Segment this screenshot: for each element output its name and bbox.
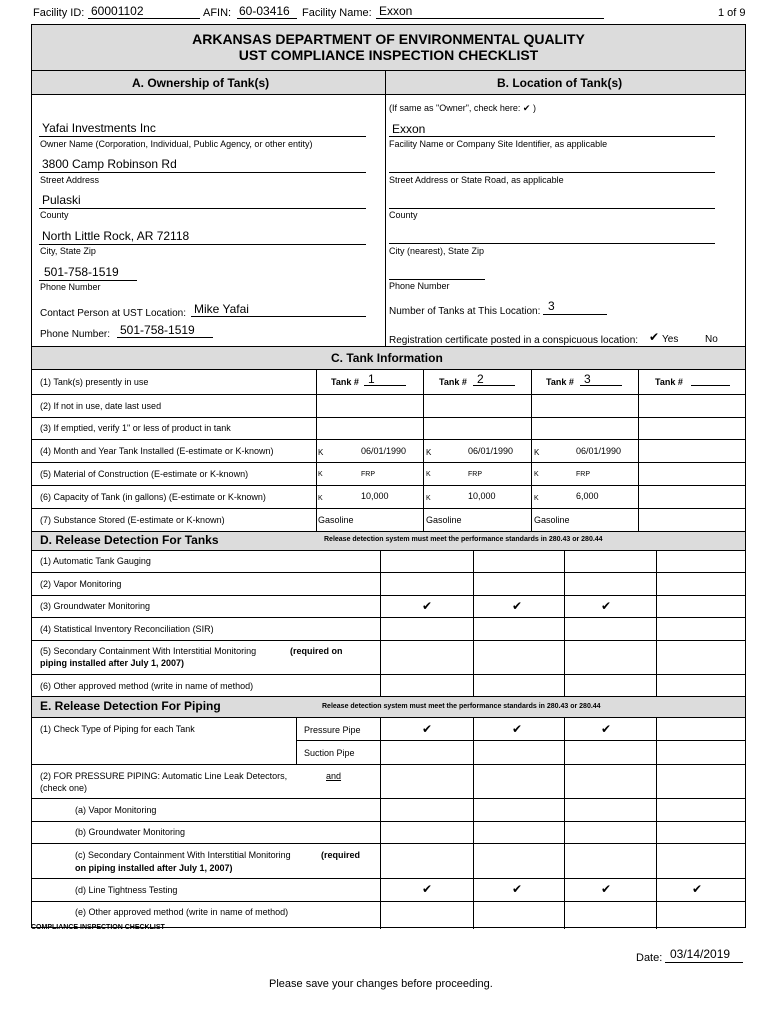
- suction-pipe-label: Suction Pipe: [304, 748, 355, 758]
- save-message: Please save your changes before proceeding.: [269, 978, 493, 990]
- owner-name-field[interactable]: Yafai Investments Inc: [42, 121, 156, 135]
- registration-yes-check[interactable]: ✔: [649, 330, 660, 344]
- facility-id-underline: [88, 18, 200, 19]
- contact-person-field[interactable]: Mike Yafai: [194, 302, 249, 316]
- location-phone-field[interactable]: [389, 279, 485, 280]
- e-sub-b-label: (b) Groundwater Monitoring: [75, 827, 186, 837]
- e-sub-d-label: (d) Line Tightness Testing: [75, 885, 178, 895]
- tank-1-label: Tank #: [331, 377, 359, 387]
- tank-2-capacity[interactable]: 10,000: [468, 491, 496, 501]
- d-groundwater-tank2-check[interactable]: ✔: [512, 599, 523, 613]
- page-number: 1 of 9: [718, 7, 746, 19]
- title-line-2: UST COMPLIANCE INSPECTION CHECKLIST: [238, 47, 539, 63]
- e-pressure-tank2-check[interactable]: ✔: [512, 722, 523, 736]
- location-street-label: Street Address or State Road, as applicable: [389, 175, 564, 185]
- owner-county-label: County: [40, 210, 69, 220]
- tank-3-installed[interactable]: 06/01/1990: [576, 446, 622, 456]
- location-county-field[interactable]: [389, 208, 715, 209]
- tank-3-capacity[interactable]: 6,000: [576, 491, 599, 501]
- location-facility-name-label: Facility Name or Company Site Identifier, as applicable: [389, 139, 608, 149]
- tank-2-material-ek[interactable]: K: [426, 471, 431, 478]
- tank-2-capacity-ek[interactable]: K: [426, 495, 431, 502]
- d-row-2-label: (2) Vapor Monitoring: [40, 579, 122, 589]
- afin-label: AFIN:: [203, 7, 232, 19]
- d-groundwater-tank1-check[interactable]: ✔: [422, 599, 433, 613]
- section-a-heading: A. Ownership of Tank(s): [132, 76, 270, 90]
- location-city-label: City (nearest), State Zip: [389, 246, 485, 256]
- c-row-3-label: (3) If emptied, verify 1" or less of product in tank: [40, 423, 231, 433]
- tank-2-substance[interactable]: Gasoline: [426, 515, 462, 525]
- date-label: Date:: [636, 952, 663, 964]
- afin-underline: [237, 18, 297, 19]
- e-tightness-tank1-check[interactable]: ✔: [422, 882, 433, 896]
- tank-4-label: Tank #: [655, 377, 683, 387]
- location-phone-label: Phone Number: [389, 281, 450, 291]
- contact-phone-label: Phone Number:: [40, 329, 111, 340]
- section-d-note: Release detection system must meet the performance standards in 280.43 or 280.44: [324, 536, 603, 543]
- tank-1-capacity-ek[interactable]: K: [318, 495, 323, 502]
- d-row-5-label: (5) Secondary Containment With Interstitial Monitoring: [40, 646, 257, 656]
- d-row-5-required-b: piping installed after July 1, 2007): [40, 658, 185, 668]
- tank-1-material[interactable]: FRP: [361, 471, 375, 478]
- tank-1-installed[interactable]: 06/01/1990: [361, 446, 407, 456]
- date-field[interactable]: 03/14/2019: [670, 947, 731, 961]
- tank-3-capacity-ek[interactable]: K: [534, 495, 539, 502]
- section-c-heading: C. Tank Information: [331, 351, 443, 365]
- e-row-2-and: and: [326, 771, 342, 781]
- c-row-4-label: (4) Month and Year Tank Installed (E-estimate or K-known): [40, 446, 274, 456]
- num-tanks-label: Number of Tanks at This Location:: [389, 306, 541, 317]
- facility-id-label: Facility ID:: [33, 7, 85, 19]
- d-row-4-label: (4) Statistical Inventory Reconciliation (SIR): [40, 624, 214, 634]
- tank-3-substance[interactable]: Gasoline: [534, 515, 570, 525]
- owner-street-field[interactable]: 3800 Camp Robinson Rd: [42, 157, 177, 171]
- e-row-2-label: (2) FOR PRESSURE PIPING: Automatic Line Leak Detectors,: [40, 771, 288, 781]
- location-facility-name-field[interactable]: Exxon: [392, 122, 426, 136]
- owner-phone-field[interactable]: 501-758-1519: [44, 265, 119, 279]
- tank-2-material[interactable]: FRP: [468, 471, 482, 478]
- registration-no-label: No: [705, 334, 718, 345]
- d-groundwater-tank3-check[interactable]: ✔: [601, 599, 612, 613]
- tank-2-installed-ek[interactable]: K: [426, 448, 432, 457]
- e-row-1-label: (1) Check Type of Piping for each Tank: [40, 724, 195, 734]
- pressure-pipe-label: Pressure Pipe: [304, 725, 361, 735]
- tank-3-number[interactable]: 3: [584, 372, 591, 386]
- contact-person-label: Contact Person at UST Location:: [40, 308, 187, 319]
- tank-1-capacity[interactable]: 10,000: [361, 491, 389, 501]
- section-b-heading: B. Location of Tank(s): [497, 76, 623, 90]
- same-as-owner-note[interactable]: (If same as "Owner", check here: ✔ ): [389, 103, 536, 113]
- e-pressure-tank3-check[interactable]: ✔: [601, 722, 612, 736]
- afin-field[interactable]: 60-03416: [239, 4, 290, 18]
- tank-3-material[interactable]: FRP: [576, 471, 590, 478]
- tank-2-number[interactable]: 2: [477, 372, 484, 386]
- section-e-note: Release detection system must meet the performance standards in 280.43 or 280.44: [322, 703, 601, 710]
- facility-name-underline: [376, 18, 604, 19]
- registration-label: Registration certificate posted in a conspicuous location:: [389, 335, 639, 346]
- title-line-1: ARKANSAS DEPARTMENT OF ENVIRONMENTAL QUALITY: [192, 31, 585, 47]
- tank-1-material-ek[interactable]: K: [318, 471, 323, 478]
- owner-name-label: Owner Name (Corporation, Individual, Public Agency, or other entity): [40, 139, 313, 149]
- tank-3-material-ek[interactable]: K: [534, 471, 539, 478]
- e-tightness-tank2-check[interactable]: ✔: [512, 882, 523, 896]
- tank-1-substance[interactable]: Gasoline: [318, 515, 354, 525]
- facility-name-field[interactable]: Exxon: [379, 4, 413, 18]
- checklist-form: [31, 24, 746, 928]
- location-county-label: County: [389, 210, 418, 220]
- owner-phone-label: Phone Number: [40, 282, 101, 292]
- d-row-5-required-a: (required on: [290, 646, 343, 656]
- e-tightness-tank3-check[interactable]: ✔: [601, 882, 612, 896]
- e-sub-c-label: (c) Secondary Containment With Interstitial Monitoring: [75, 850, 291, 860]
- e-row-2-check-one: (check one): [40, 783, 88, 793]
- e-sub-c-required-b: on piping installed after July 1, 2007): [75, 863, 233, 873]
- tank-4-number[interactable]: [691, 385, 730, 386]
- owner-city-field[interactable]: North Little Rock, AR 72118: [42, 229, 190, 243]
- section-e-heading: E. Release Detection For Piping: [40, 699, 221, 713]
- footer-doc-label: COMPLIANCE INSPECTION CHECKLIST: [31, 924, 165, 931]
- e-sub-a-label: (a) Vapor Monitoring: [75, 805, 157, 815]
- owner-street-label: Street Address: [40, 175, 100, 185]
- contact-phone-field[interactable]: 501-758-1519: [120, 323, 195, 337]
- num-tanks-field[interactable]: 3: [548, 299, 555, 313]
- c-row-6-label: (6) Capacity of Tank (in gallons) (E-estimate or K-known): [40, 492, 266, 502]
- tank-3-installed-ek[interactable]: K: [534, 448, 540, 457]
- tank-1-number[interactable]: 1: [368, 372, 375, 386]
- d-row-6-label: (6) Other approved method (write in name of method): [40, 681, 254, 691]
- owner-county-field[interactable]: Pulaski: [42, 193, 81, 207]
- c-row-5-label: (5) Material of Construction (E-estimate or K-known): [40, 469, 249, 479]
- e-tightness-tank4-check[interactable]: ✔: [692, 882, 703, 896]
- tank-1-installed-ek[interactable]: K: [318, 448, 324, 457]
- facility-id-field[interactable]: 60001102: [91, 4, 144, 18]
- facility-name-label: Facility Name:: [302, 7, 372, 19]
- tank-3-label: Tank #: [546, 377, 574, 387]
- location-city-field[interactable]: [389, 243, 715, 244]
- e-sub-c-required-a: (required: [321, 850, 361, 860]
- section-d-heading: D. Release Detection For Tanks: [40, 533, 219, 547]
- e-sub-e-label: (e) Other approved method (write in name of method): [75, 907, 289, 917]
- d-row-1-label: (1) Automatic Tank Gauging: [40, 556, 151, 566]
- d-row-3-label: (3) Groundwater Monitoring: [40, 601, 151, 611]
- registration-yes-label: Yes: [662, 334, 679, 345]
- tank-2-installed[interactable]: 06/01/1990: [468, 446, 514, 456]
- c-row-1-label: (1) Tank(s) presently in use: [40, 377, 149, 387]
- owner-city-label: City, State Zip: [40, 246, 96, 256]
- tank-2-label: Tank #: [439, 377, 467, 387]
- c-row-7-label: (7) Substance Stored (E-estimate or K-known): [40, 515, 225, 525]
- e-pressure-tank1-check[interactable]: ✔: [422, 722, 433, 736]
- c-row-2-label: (2) If not in use, date last used: [40, 401, 162, 411]
- location-street-field[interactable]: [389, 172, 715, 173]
